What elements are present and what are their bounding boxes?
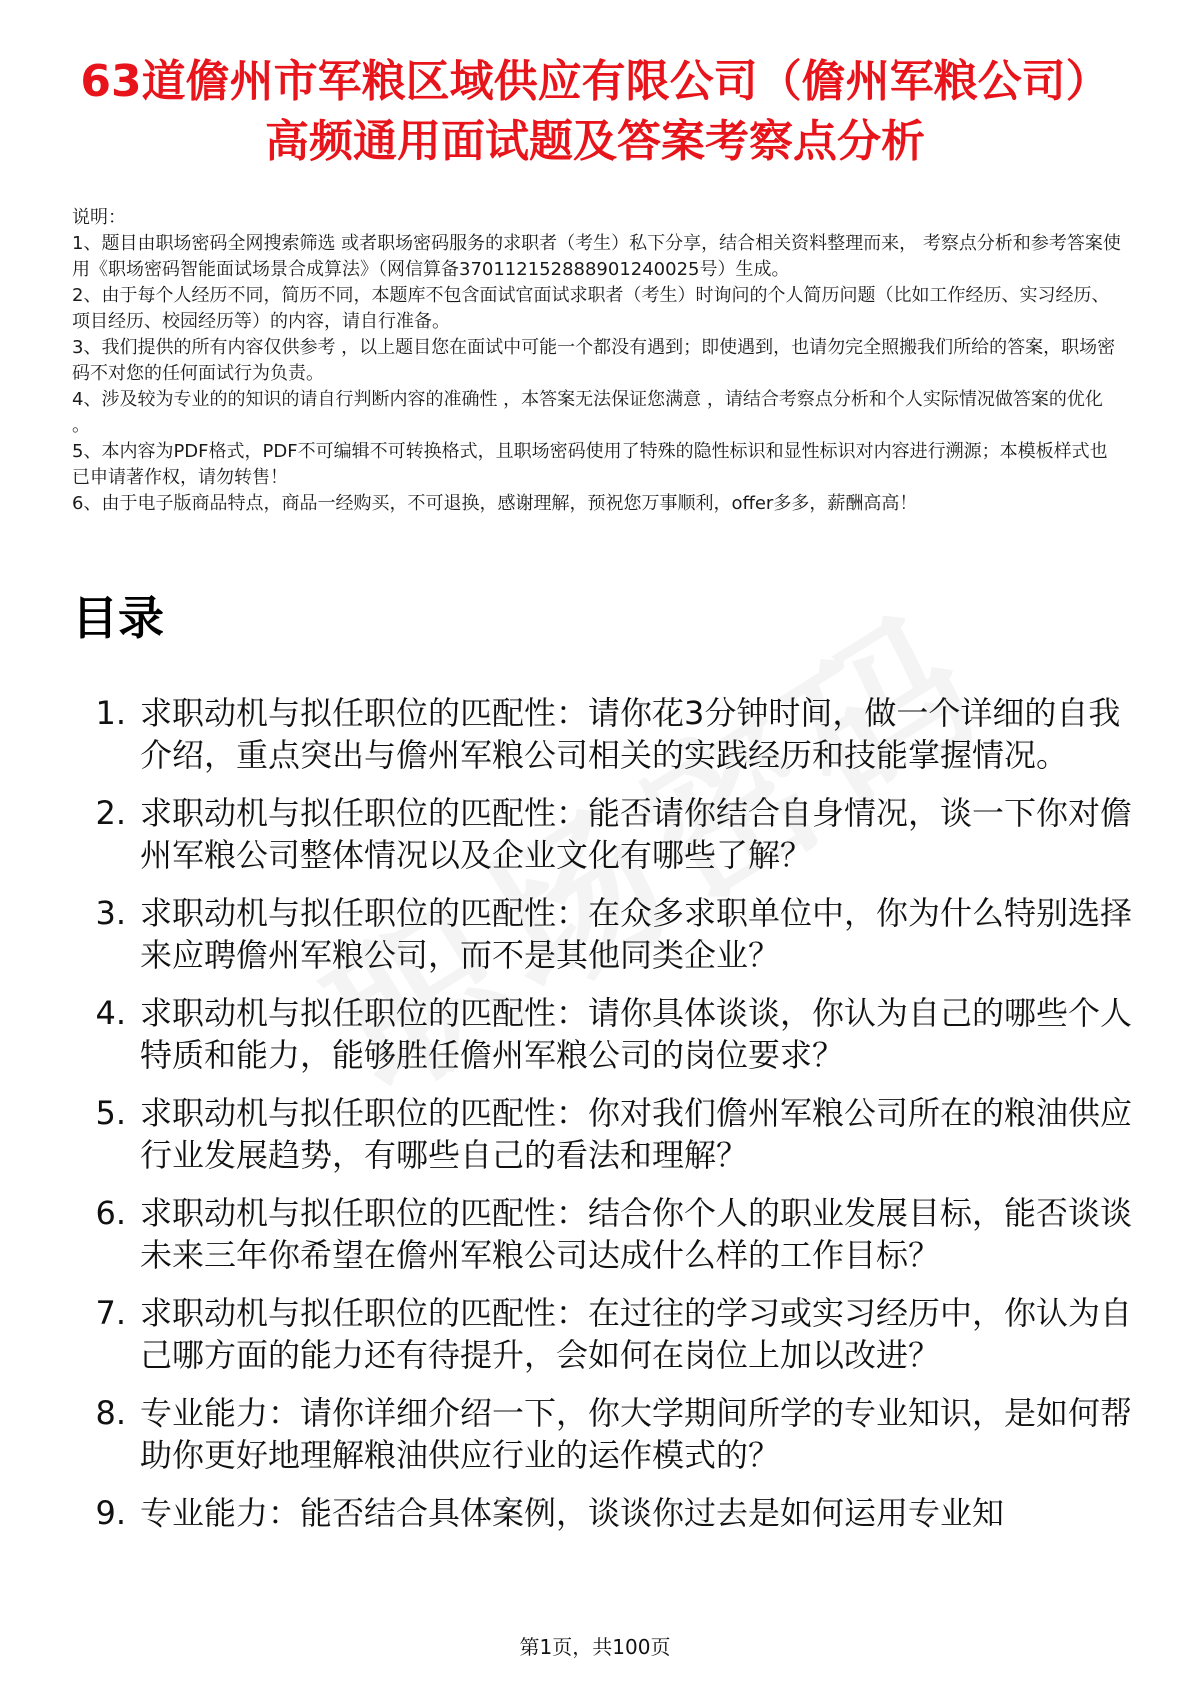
toc-item-number: 6. xyxy=(95,1194,126,1232)
note-item: 6、由于电子版商品特点，商品一经购买，不可退换，感谢理解，预祝您万事顺利，offer多多，薪酬高高！ xyxy=(72,493,918,514)
note-item: 3、我们提供的所有内容仅供参考 ，以上题目您在面试中可能一个都没有遇到；即使遇到，也请勿完全照搬我们所给的答案，职场密码不对您的任何面试行为负责。 xyxy=(72,337,1116,384)
toc-item-number: 5. xyxy=(95,1094,126,1132)
toc-item[interactable] xyxy=(72,1492,1132,1534)
toc-item-number: 8. xyxy=(95,1394,126,1432)
note-item: 4、涉及较为专业的的知识的请自行判断内容的准确性 ，本答案无法保证您满意 ，请结合考察点分析和个人实际情况做答案的优化 。 xyxy=(72,389,1103,436)
toc-item-number: 9. xyxy=(95,1494,126,1532)
toc-item-text: 专业能力：请你详细介绍一下，你大学期间所学的专业知识，是如何帮助你更好地理解粮油供应行业的运作模式的？ xyxy=(140,1394,1133,1474)
note-item: 2、由于每个人经历不同，简历不同，本题库不包含面试官面试求职者（考生）时询问的个人简历问题（比如工作经历、实习经历、项目经历、校园经历等）的内容，请自行准备。 xyxy=(72,285,1110,332)
toc-item-text: 求职动机与拟任职位的匹配性：结合你个人的职业发展目标，能否谈谈未来三年你希望在儋州军粮公司达成什么样的工作目标？ xyxy=(140,1194,1133,1274)
toc-item[interactable] xyxy=(72,1292,1132,1376)
note-item: 5、本内容为PDF格式，PDF不可编辑不可转换格式，且职场密码使用了特殊的隐性标识和显性标识对内容进行溯源；本模板样式也已申请著作权，请勿转售！ xyxy=(72,441,1108,488)
toc-item-number: 7. xyxy=(95,1294,126,1332)
toc-item-text: 专业能力：能否结合具体案例，谈谈你过去是如何运用专业知 xyxy=(140,1494,1005,1532)
toc-item-text: 求职动机与拟任职位的匹配性：请你花3分钟时间，做一个详细的自我介绍，重点突出与儋州军粮公司相关的实践经历和技能掌握情况。 xyxy=(140,694,1121,774)
toc-item-number: 2. xyxy=(95,794,126,832)
toc-item-number: 3. xyxy=(95,894,126,932)
notes-label: 说明： xyxy=(72,207,126,228)
toc-item[interactable] xyxy=(72,992,1132,1076)
document-title: 63道儋州市军粮区域供应有限公司（儋州军粮公司）高频通用面试题及答案考察点分析 xyxy=(80,56,1110,167)
toc-item-text: 求职动机与拟任职位的匹配性：在众多求职单位中，你为什么特别选择来应聘儋州军粮公司，而不是其他同类企业？ xyxy=(140,894,1133,974)
toc-item-text: 求职动机与拟任职位的匹配性：请你具体谈谈，你认为自己的哪些个人特质和能力，能够胜任儋州军粮公司的岗位要求？ xyxy=(140,994,1133,1074)
toc-item-number: 1. xyxy=(95,694,126,732)
toc-item-text: 求职动机与拟任职位的匹配性：能否请你结合自身情况，谈一下你对儋州军粮公司整体情况以及企业文化有哪些了解？ xyxy=(140,794,1133,874)
toc-item[interactable] xyxy=(72,892,1132,976)
toc-item[interactable] xyxy=(72,1392,1132,1476)
toc-item-text: 求职动机与拟任职位的匹配性：你对我们儋州军粮公司所在的粮油供应行业发展趋势，有哪些自己的看法和理解？ xyxy=(140,1094,1133,1174)
page-footer: 第1页，共100页 xyxy=(519,1635,671,1659)
note-item: 1、题目由职场密码全网搜索筛选 或者职场密码服务的求职者（考生）私下分享，结合相关资料整理而来， 考察点分析和参考答案使用《职场密码智能面试场景合成算法》（网信算备370112152888901240025号）生成。 xyxy=(72,233,1121,280)
toc-item[interactable] xyxy=(72,1092,1132,1176)
toc-item[interactable] xyxy=(72,1192,1132,1276)
toc-heading: 目录 xyxy=(72,591,164,645)
toc-item-text: 求职动机与拟任职位的匹配性：在过往的学习或实习经历中，你认为自己哪方面的能力还有待提升，会如何在岗位上加以改进？ xyxy=(140,1294,1133,1374)
toc-list xyxy=(72,692,1132,1550)
toc-item-number: 4. xyxy=(95,994,126,1032)
toc-item[interactable] xyxy=(72,792,1132,876)
toc-item[interactable] xyxy=(72,692,1132,776)
notes-section xyxy=(72,205,1122,517)
